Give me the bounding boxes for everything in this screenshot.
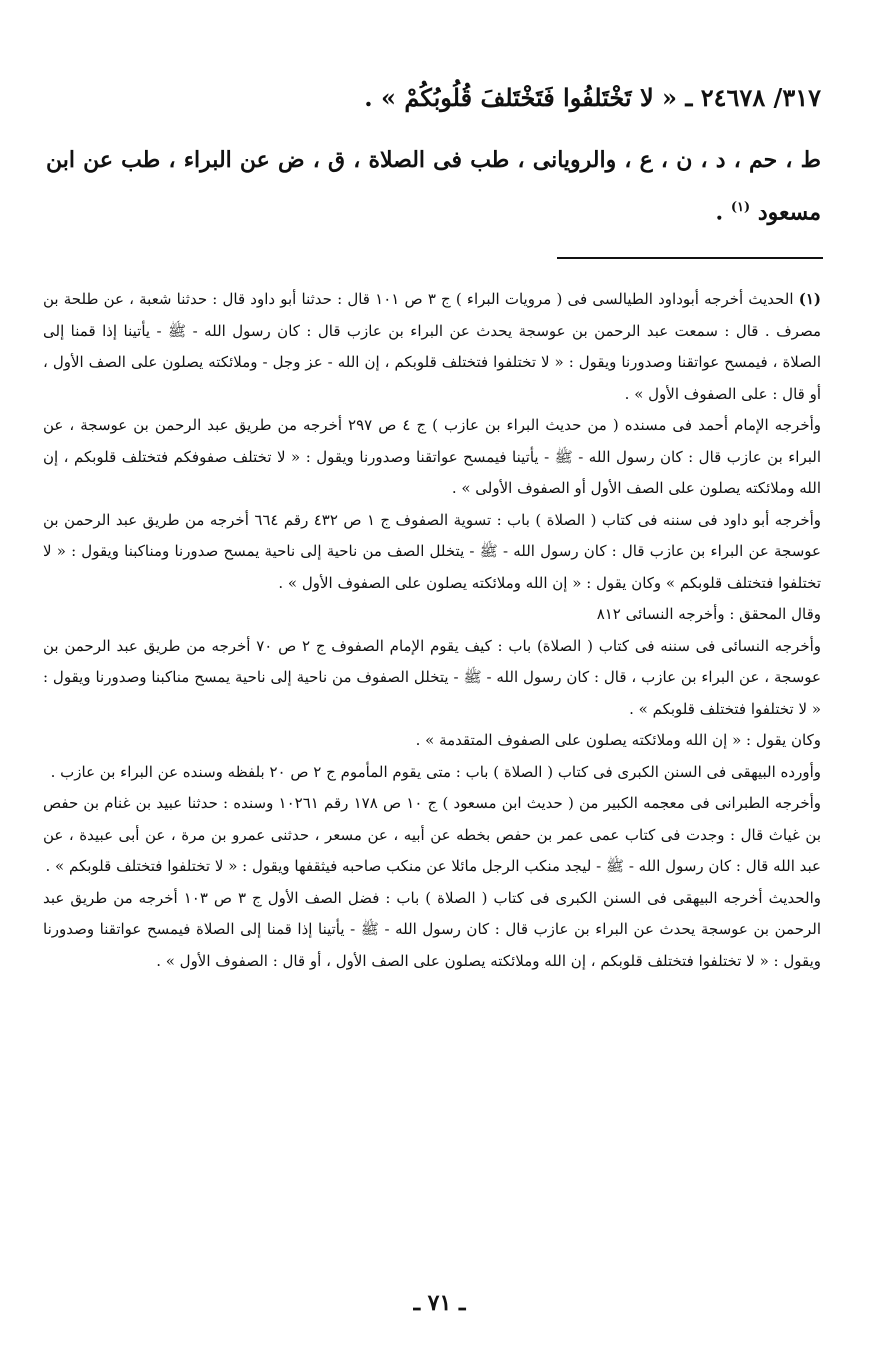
footnote-text: الحديث أخرجه أبوداود الطيالسى فى ( مرويات البراء ) ج ٣ ص ١٠١ قال : حدثنا أبو داود قال : حدثنا شعبة ، عن طلحة بن مصرف . قال : سمعت عبد الرحمن بن عوسجة يحدث عن البراء بن عازب قال : كان رسول الله - ﷺ - يأتينا إذا قمنا إلى الصلاة ، فيمسح عواتقنا وصدورنا ويقول : « لا تختلفوا فتختلف قلوبكم ، إن الله - عز وجل - وملائكته يصلون على الصف الأول ، أو قال : على الصفوف الأول » . bbox=[43, 290, 821, 403]
footnote-paragraph bbox=[43, 284, 821, 410]
page-number: ـ ٧١ ـ bbox=[413, 1290, 466, 1316]
footnote-paragraph: وكان يقول : « إن الله وملائكته يصلون على الصفوف المتقدمة » . bbox=[415, 731, 821, 749]
footnote-paragraph: وقال المحقق : وأخرجه النسائى ٨١٢ bbox=[596, 605, 821, 623]
sources-text: ط ، حم ، د ، ن ، ع ، والرويانى ، طب فى الصلاة ، ق ، ض عن البراء ، طب عن ابن مسعود bbox=[46, 147, 821, 226]
footnote-paragraph: وأخرجه النسائى فى سننه فى كتاب ( الصلاة) باب : كيف يقوم الإمام الصفوف ج ٢ ص ٧٠ أخرجه من طريق عبد الرحمن بن عوسجة ، عن البراء بن عازب ، قال : كان رسول الله - ﷺ - يتخلل الصفوف من ناحية إلى ناحية يمسح مناكبنا وصدورنا ويقول : « لا تختلفوا فتختلف قلوبكم » . bbox=[43, 636, 822, 718]
footnote-marker: (١) bbox=[798, 290, 822, 308]
hadith-title: ٣١٧/ ٢٤٦٧٨ ـ « لا تَخْتَلفُوا فَتَخْتَلفَ قُلُوبُكُمْ » . bbox=[364, 83, 821, 112]
footnote-paragraph: وأخرجه الطبرانى فى معجمه الكبير من ( حديث ابن مسعود ) ج ١٠ ص ١٧٨ رقم ١٠٢٦١ وسنده : حدثنا عبيد بن غنام بن حفص بن غياث قال : وجدت فى كتاب عمى عمر بن حفص بخطه عن أبيه ، عن مسعر ، حدثنى عمرو بن مرة ، عن أبى عبيدة ، عن عبد الله قال : كان رسول الله - ﷺ - ليجد منكب الرجل مائلا عن منكب صاحبه فيثقفها ويقول : « لا تختلفوا فتختلف قلوبكم » . bbox=[43, 794, 822, 875]
footnote-separator bbox=[557, 257, 823, 259]
footnotes bbox=[43, 284, 821, 977]
footnote-reference[interactable]: (١) bbox=[730, 200, 751, 215]
footnote-paragraph: والحديث أخرجه البيهقى فى السنن الكبرى فى كتاب ( الصلاة ) باب : فضل الصف الأول ج ٣ ص ١٠٣ أخرجه من طريق عبد الرحمن بن عوسجة يحدث عن البراء بن عازب قال : كان رسول الله - ﷺ - يأتينا إذا قمنا إلى الصلاة فيمسح عواتقنا وصدورنا ويقول : « لا تختلفوا فتختلف قلوبكم ، إن الله وملائكته يصلون على الصف الأول ، أو قال : الصفوف الأول » . bbox=[43, 888, 822, 970]
footnote-paragraph: وأخرجه الإمام أحمد فى مسنده ( من حديث البراء بن عازب ) ج ٤ ص ٢٩٧ أخرجه من طريق عبد الرحمن بن عوسجة ، عن البراء بن عازب قال : كان رسول الله - ﷺ - يأتينا فيمسح عواتقنا وصدورنا ويقول : « لا تختلف صفوفكم فتختلف قلوبكم ، إن الله وملائكته يصلون على الصف الأول أو الصفوف الأولى » . bbox=[43, 416, 821, 497]
hadith-sources bbox=[46, 136, 821, 236]
sources-end: . bbox=[715, 199, 731, 226]
footnote-paragraph: وأخرجه أبو داود فى سننه فى كتاب ( الصلاة ) باب : تسوية الصفوف ج ١ ص ٤٣٢ رقم ٦٦٤ أخرجه من طريق عبد الرحمن بن عوسجة عن البراء بن عازب قال : كان رسول الله - ﷺ - يتخلل الصف من ناحية إلى ناحية يمسح صدورنا ومناكبنا ويقول : « لا تختلفوا فتختلف قلوبكم » وكان يقول : « إن الله وملائكته يصلون على الصفوف الأول » . bbox=[43, 510, 822, 592]
footnote-paragraph: وأورده البيهقى فى السنن الكبرى فى كتاب ( الصلاة ) باب : متى يقوم المأموم ج ٢ ص ٢٠ بلفظه وسنده عن البراء بن عازب . bbox=[50, 762, 821, 781]
